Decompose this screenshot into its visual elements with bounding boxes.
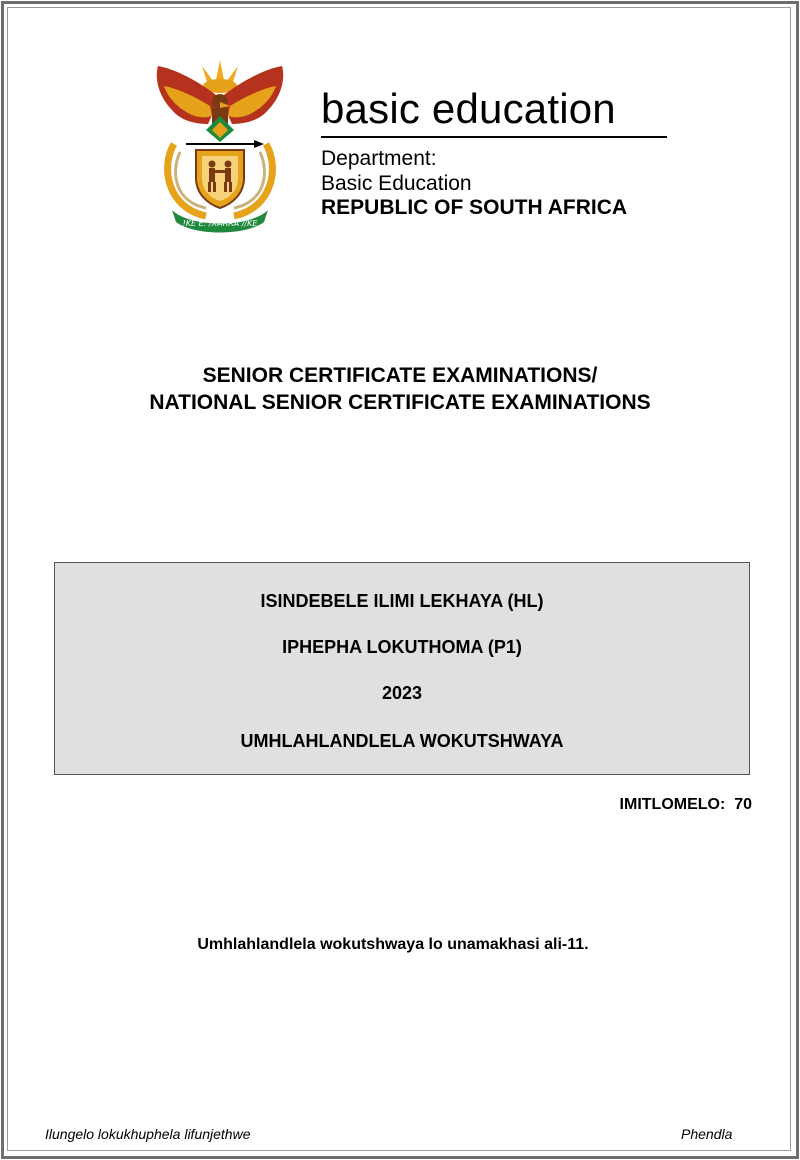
page-count-note: Umhlahlandlela wokutshwaya lo unamakhasi ali-11. <box>197 936 589 953</box>
subject-name: ISINDEBELE ILIMI LEKHAYA (HL) <box>260 591 544 611</box>
department-label: Department: <box>321 147 437 170</box>
brand-title: basic education <box>321 85 616 132</box>
country-name: REPUBLIC OF SOUTH AFRICA <box>321 196 628 219</box>
exam-title-line2: NATIONAL SENIOR CERTIFICATE EXAMINATIONS <box>149 391 651 414</box>
exam-title-line1: SENIOR CERTIFICATE EXAMINATIONS/ <box>202 364 598 387</box>
subject-box <box>54 562 750 775</box>
exam-year: 2023 <box>381 683 423 703</box>
paper-number: IPHEPHA LOKUTHOMA (P1) <box>282 637 522 657</box>
document-type: UMHLAHLANDLELA WOKUTSHWAYA <box>240 731 564 751</box>
crest-motto: !KE E: /XARRA //KE <box>182 219 258 228</box>
coat-of-arms-icon <box>150 58 290 234</box>
turn-over-note: Phendla <box>681 1126 733 1142</box>
total-marks: IMITLOMELO: 70 <box>619 796 752 813</box>
brand-divider <box>321 136 667 138</box>
copyright-notice: Ilungelo lokukhuphela lifunjethwe <box>45 1126 251 1142</box>
department-name: Basic Education <box>321 172 472 195</box>
